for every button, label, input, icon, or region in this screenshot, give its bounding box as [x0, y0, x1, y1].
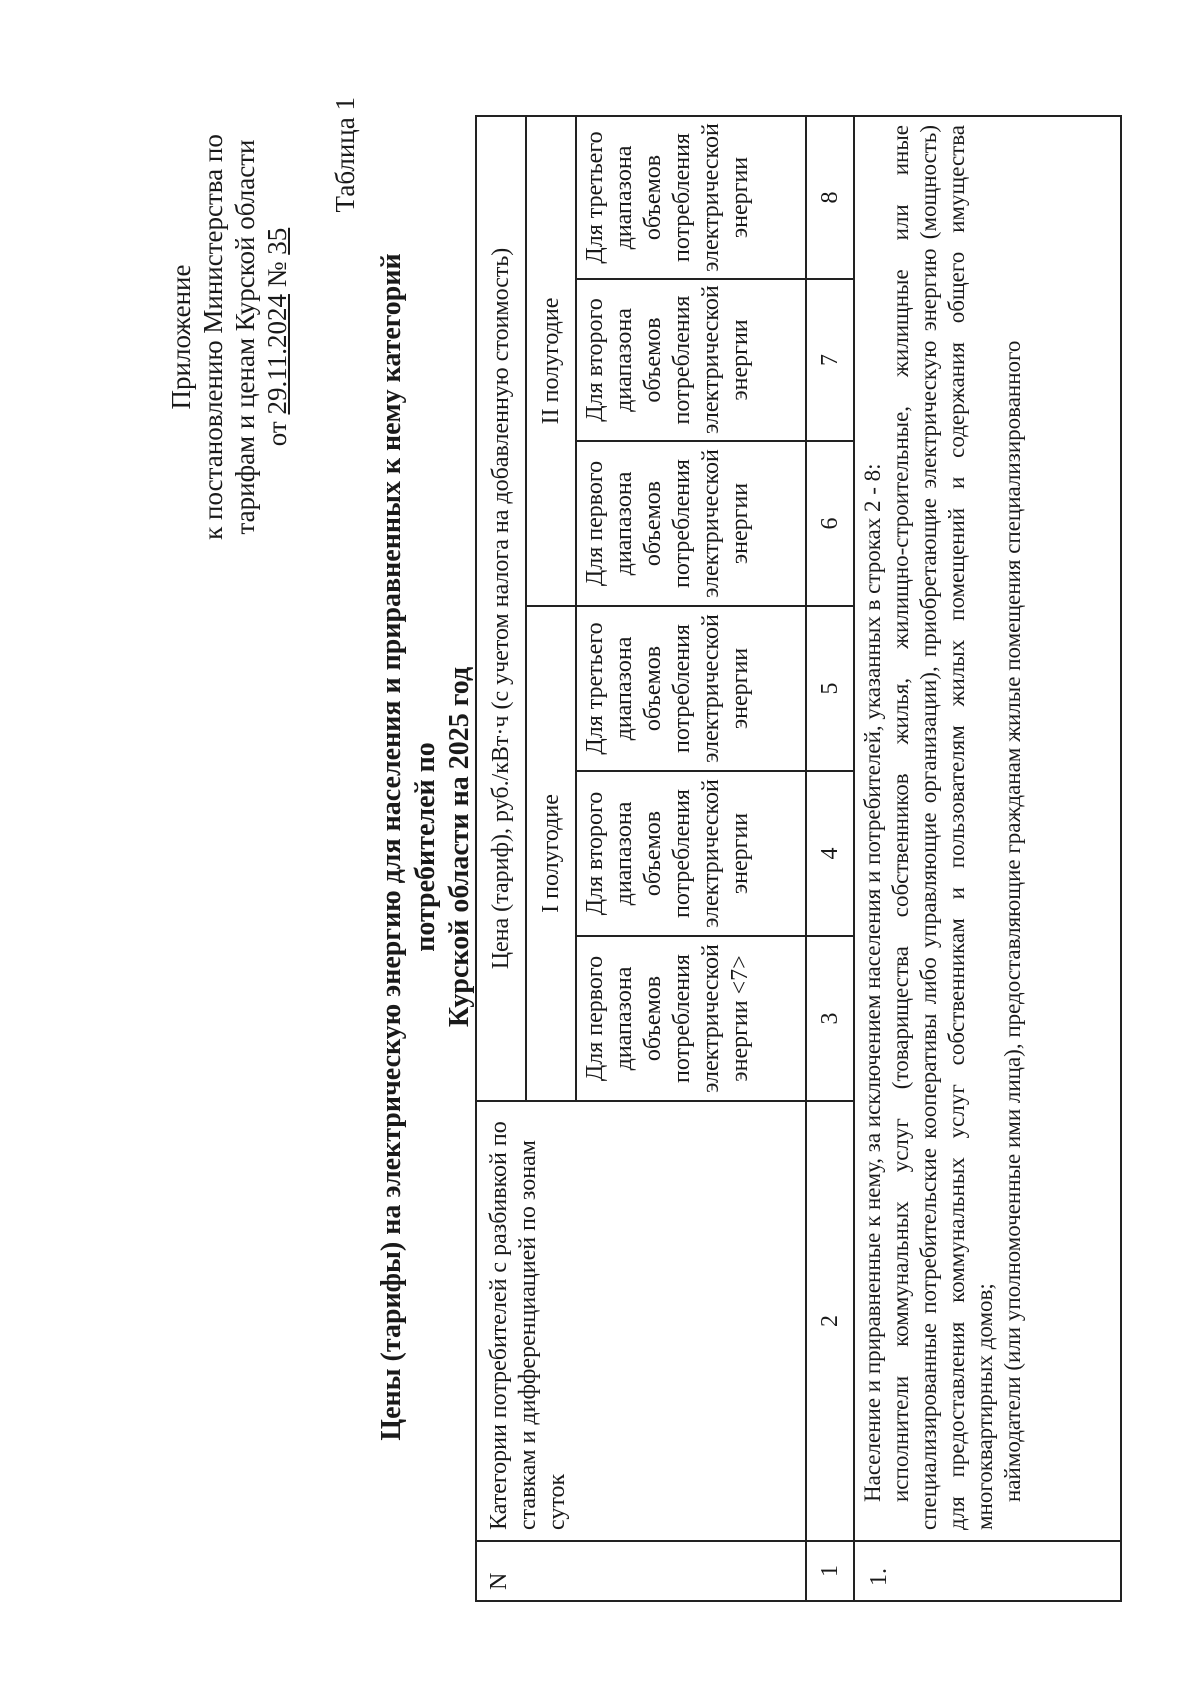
appendix-line-4 — [261, 77, 293, 597]
header-half-1: I полугодие — [526, 606, 576, 1101]
tariff-table — [475, 115, 1122, 1602]
appendix-line-2: к постановлению Министерства по — [198, 134, 228, 540]
row-1-paragraph-2: исполнители коммунальных услуг (товарищества собственников жилья, жилищно-строительные, жилищные или иные специализированные потребительские кооперативы либо управляющие организации), приобретающие электрическую энергию (мощность) для предоставления коммунальных услуг собственникам и пользователям жилых помещений и содержания общего имущества многоквартирных домов; — [888, 125, 997, 1530]
col-number-3: 3 — [806, 936, 854, 1101]
appendix-line-3: тарифам и ценам Курской области — [230, 139, 260, 535]
appendix-number-label: № — [262, 254, 292, 295]
row-1-description — [854, 116, 1121, 1541]
col-number-7: 7 — [806, 279, 854, 441]
header-price: Цена (тариф), руб./кВт·ч (с учетом налога на добавленную стоимость) — [476, 116, 526, 1101]
appendix-line-1: Приложение — [166, 264, 196, 410]
header-category: Категории потребителей с разбивкой по ставкам и дифференциацией по зонам суток — [476, 1101, 806, 1541]
row-1-paragraph-3: наймодатели (или уполномоченные ими лица), предоставляющие гражданам жилые помещения специализированного — [1000, 340, 1025, 1502]
col-number-5: 5 — [806, 606, 854, 771]
header-range-1: Для первого диапазона объемов потребления электрической энергии <7> — [576, 936, 806, 1101]
title-line-2: Курской области на 2025 год — [444, 666, 475, 1028]
col-number-1: 1 — [806, 1541, 854, 1601]
header-range-3: Для третьего диапазона объемов потребления электрической энергии — [576, 606, 806, 771]
header-range-4: Для первого диапазона объемов потребления электрической энергии — [576, 441, 806, 606]
row-1-paragraph-1: Население и приравненные к нему, за исключением населения и потребителей, указанных в строках 2 - 8: — [860, 463, 885, 1502]
appendix-date: 29.11.2024 — [262, 294, 292, 415]
document-title — [375, 197, 477, 1497]
col-number-2: 2 — [806, 1101, 854, 1541]
header-n: N — [476, 1541, 806, 1601]
title-line-1: Цены (тарифы) на электрическую энергию для населения и приравненных к нему категорий потребителей по — [376, 253, 441, 1441]
row-1-number: 1. — [854, 1541, 1121, 1601]
appendix-header — [165, 77, 293, 597]
col-number-6: 6 — [806, 441, 854, 606]
header-range-5: Для второго диапазона объемов потребления электрической энергии — [576, 279, 806, 441]
col-number-8: 8 — [806, 116, 854, 279]
table-number: Таблица 1 — [330, 97, 360, 213]
appendix-number: 35 — [262, 227, 292, 255]
header-half-2: II полугодие — [526, 116, 576, 606]
header-range-6: Для третьего диапазона объемов потребления электрической энергии — [576, 116, 806, 279]
col-number-4: 4 — [806, 771, 854, 936]
header-range-2: Для второго диапазона объемов потребления электрической энергии — [576, 771, 806, 936]
appendix-date-prefix: от — [262, 414, 292, 447]
